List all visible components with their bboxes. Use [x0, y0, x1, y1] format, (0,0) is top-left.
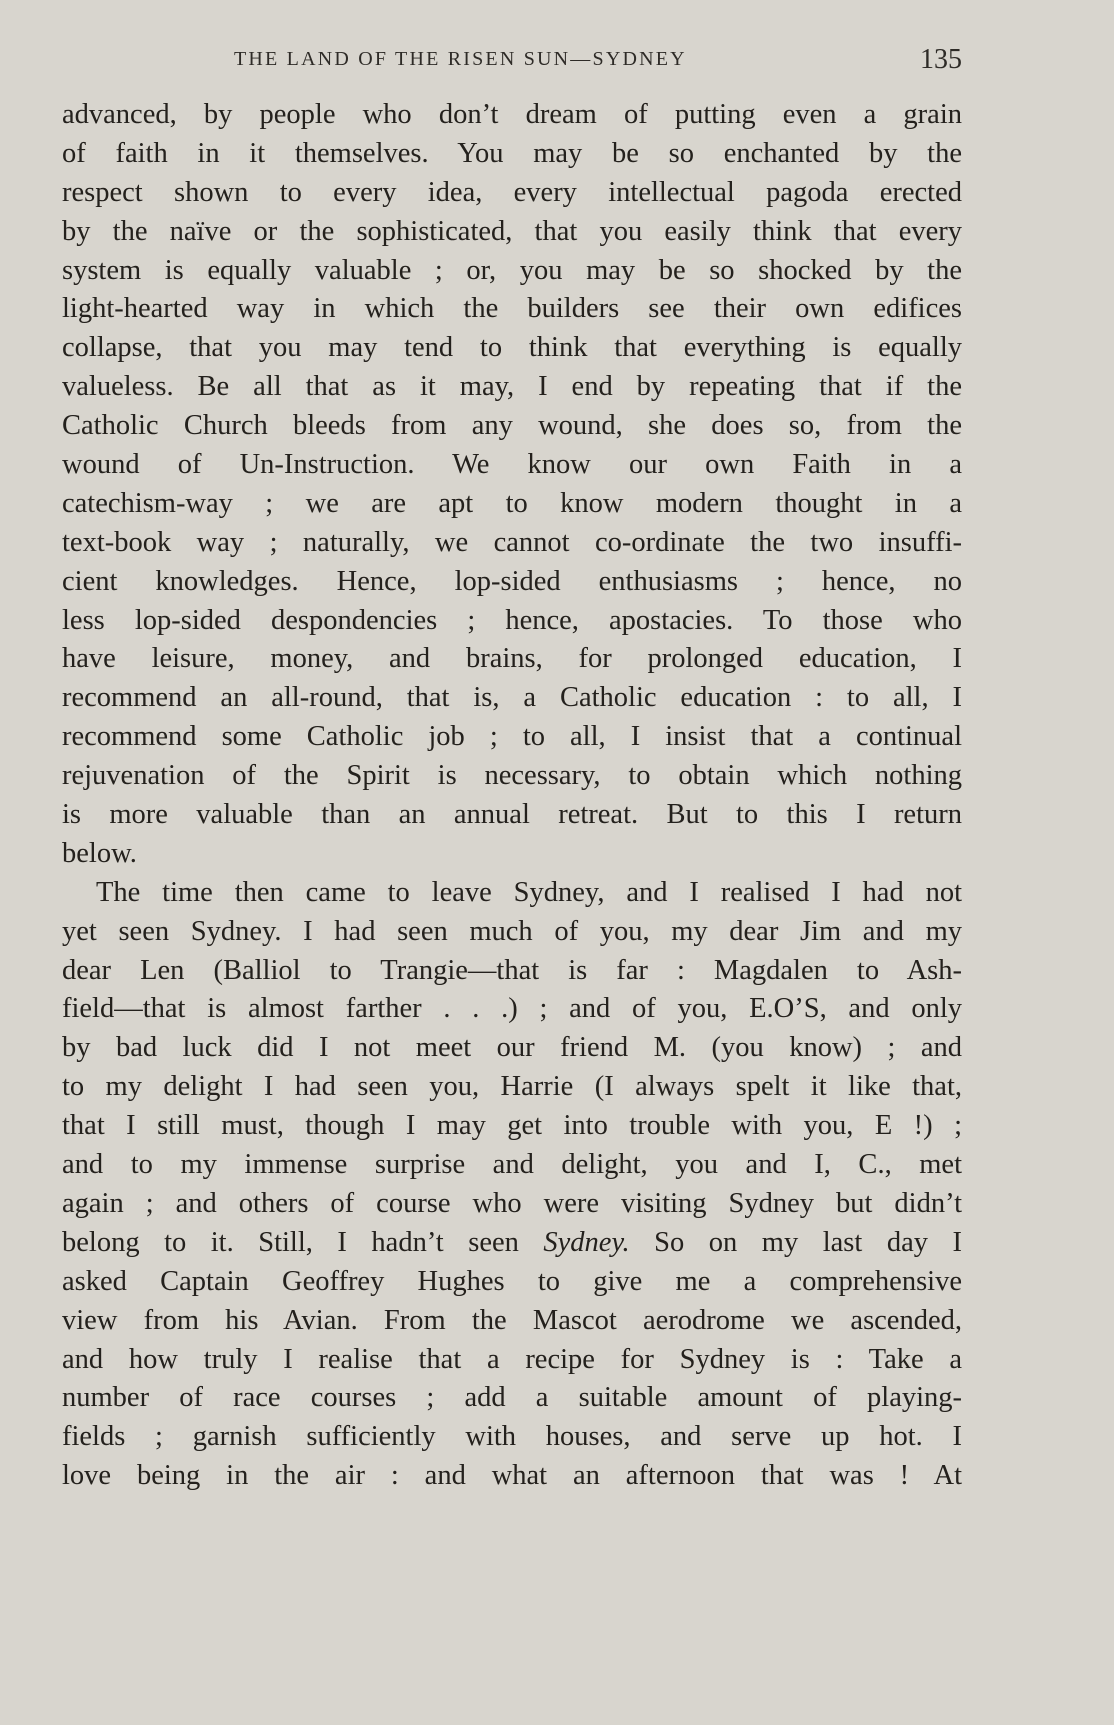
text-line-mixed [62, 1224, 962, 1263]
page-number: 135 [920, 44, 962, 75]
text-line: rejuvenation of the Spirit is necessary, to obtain which nothing [62, 760, 962, 792]
text-line: text-book way ; naturally, we cannot co-ordinate the two insuffi- [62, 526, 962, 558]
text-segment: So on my last day I [629, 1226, 962, 1258]
text-line: yet seen Sydney. I had seen much of you, my dear Jim and my [62, 915, 962, 947]
italic-word: Sydney. [543, 1226, 630, 1258]
text-line: less lop-sided despondencies ; hence, apostacies. To those who [62, 604, 962, 636]
text-line: cient knowledges. Hence, lop-sided enthusiasms ; hence, no [62, 565, 962, 597]
text-line: recommend an all-round, that is, a Catholic education : to all, I [62, 682, 962, 714]
text-line: recommend some Catholic job ; to all, I insist that a continual [62, 721, 962, 753]
text-line: catechism-way ; we are apt to know modern thought in a [62, 487, 962, 519]
text-line: view from his Avian. From the Mascot aerodrome we ascended, [62, 1304, 962, 1336]
text-line: and how truly I realise that a recipe for Sydney is : Take a [62, 1343, 962, 1375]
text-line: asked Captain Geoffrey Hughes to give me a comprehensive [62, 1265, 962, 1297]
text-line: wound of Un-Instruction. We know our own Faith in a [62, 449, 962, 481]
text-line: by bad luck did I not meet our friend M. (you know) ; and [62, 1032, 962, 1064]
text-line: to my delight I had seen you, Harrie (I always spelt it like that, [62, 1071, 962, 1103]
text-line: love being in the air : and what an afternoon that was ! At [62, 1460, 962, 1492]
text-line: number of race courses ; add a suitable amount of playing- [62, 1382, 962, 1414]
text-line: by the naïve or the sophisticated, that you easily think that every [62, 215, 962, 247]
text-line: system is equally valuable ; or, you may be so shocked by the [62, 254, 962, 286]
text-line: advanced, by people who don’t dream of putting even a grain [62, 99, 962, 130]
text-line-last: below. [62, 837, 137, 869]
text-line: Catholic Church bleeds from any wound, she does so, from the [62, 410, 962, 442]
text-line: collapse, that you may tend to think that everything is equally [62, 332, 962, 364]
text-line: is more valuable than an annual retreat. But to this I return [62, 799, 962, 831]
text-line: fields ; garnish sufficiently with houses, and serve up hot. I [62, 1421, 962, 1453]
text-line: valueless. Be all that as it may, I end by repeating that if the [62, 371, 962, 403]
running-head [62, 44, 962, 78]
text-line: of faith in it themselves. You may be so enchanted by the [62, 137, 962, 169]
text-segment: belong to it. Still, I hadn’t seen [62, 1226, 544, 1258]
body-text [62, 96, 962, 1496]
paragraph-first-line: The time then came to leave Sydney, and I realised I had not [96, 876, 962, 908]
text-line: dear Len (Balliol to Trangie—that is far : Magdalen to Ash- [62, 954, 962, 986]
running-title: THE LAND OF THE RISEN SUN—SYDNEY [234, 48, 687, 70]
text-line: field—that is almost farther . . .) ; and of you, E.O’S, and only [62, 993, 962, 1025]
text-line: again ; and others of course who were visiting Sydney but didn’t [62, 1187, 962, 1219]
text-line: respect shown to every idea, every intellectual pagoda erected [62, 176, 962, 208]
text-line: light-hearted way in which the builders see their own edifices [62, 293, 962, 325]
text-line: have leisure, money, and brains, for prolonged education, I [62, 643, 962, 675]
text-line: that I still must, though I may get into trouble with you, E !) ; [62, 1110, 962, 1142]
text-line: and to my immense surprise and delight, you and I, C., met [62, 1149, 962, 1181]
